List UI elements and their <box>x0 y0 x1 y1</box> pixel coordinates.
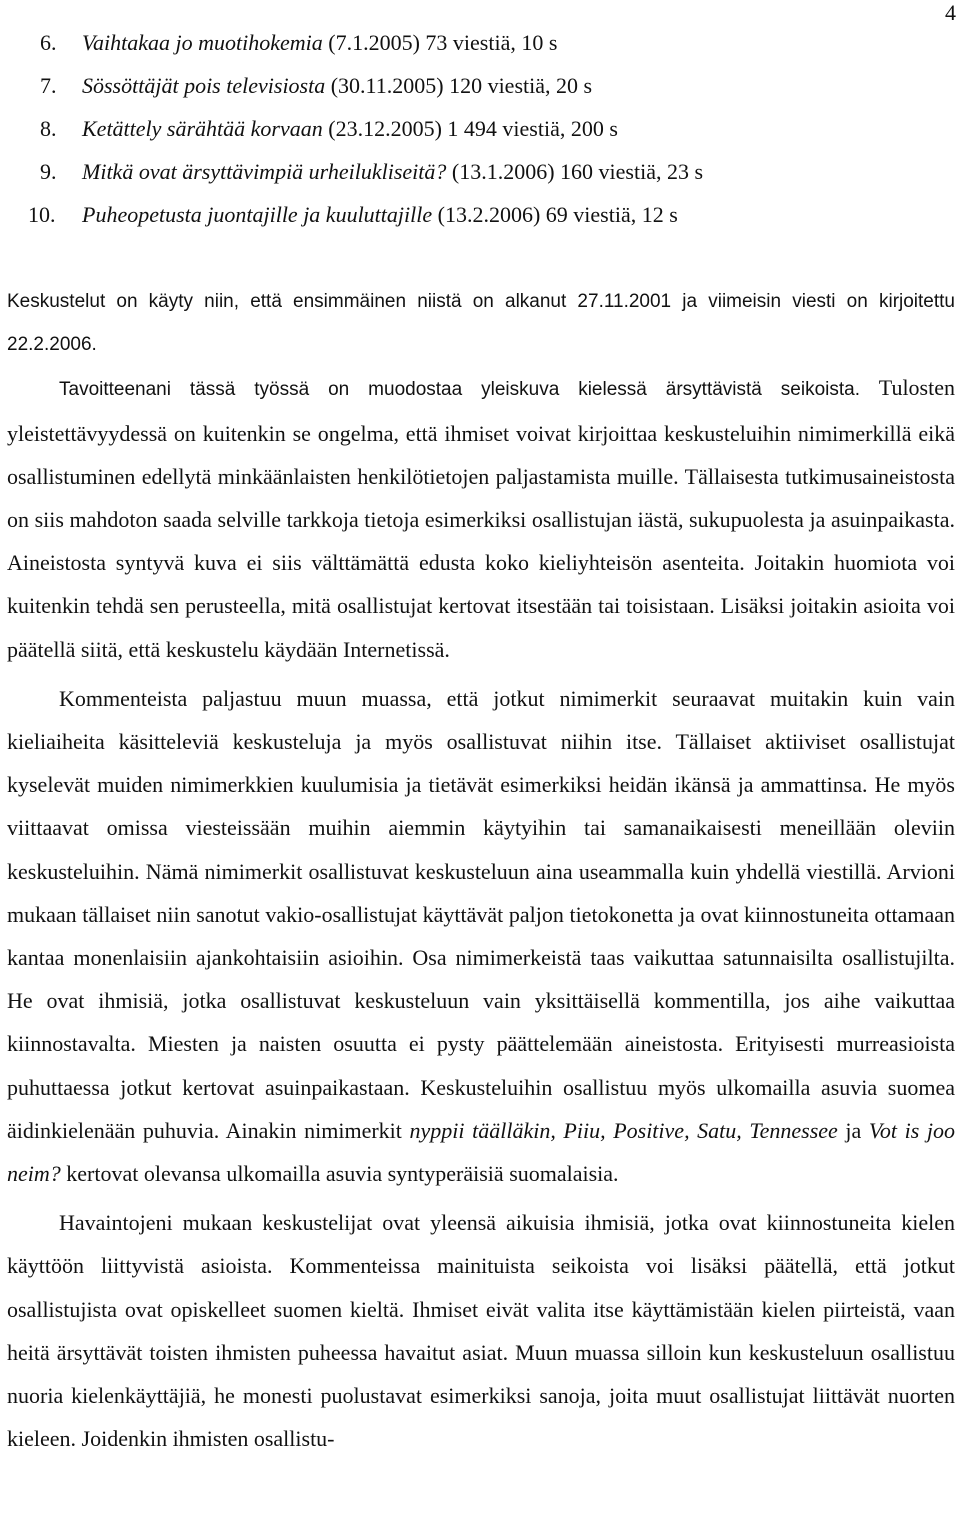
list-item-body <box>82 73 592 99</box>
paragraph-date-range: Keskustelut on käyty niin, että ensimmäinen niistä on alkanut 27.11.2001 ja viimeisin viesti on kirjoitettu 22.2.2006. <box>7 291 955 356</box>
paragraph-participants <box>7 677 955 1195</box>
list-item-details: (7.1.2005) 73 viestiä, 10 s <box>322 30 558 55</box>
thread-list <box>0 30 960 245</box>
list-item-details: (13.2.2006) 69 viestiä, 12 s <box>432 202 678 227</box>
list-item <box>0 159 960 202</box>
list-item <box>0 116 960 159</box>
list-item-number: 7. <box>40 73 57 98</box>
list-item-title: Ketättely särähtää korvaan <box>82 116 323 141</box>
list-item <box>0 202 960 245</box>
list-item-number: 9. <box>40 159 57 184</box>
list-item-body <box>82 116 618 142</box>
list-item-body <box>82 202 678 228</box>
page-number: 4 <box>945 0 956 25</box>
list-item-details: (13.1.2006) 160 viestiä, 23 s <box>446 159 704 184</box>
paragraph-goal-lead: Tavoitteenani tässä työssä on muodostaa yleiskuva kielessä ärsyttävistä seikoista. <box>59 379 861 401</box>
list-item-number: 10. <box>28 202 56 227</box>
list-item-body <box>82 30 557 56</box>
paragraph-goal <box>7 366 955 670</box>
list-item-title: Vaihtakaa jo muotihokemia <box>82 30 323 55</box>
paragraph-goal-body: Tulosten yleistettävyydessä on kuitenkin se ongelma, että ihmiset voivat kirjoittaa keskusteluihin nimimerkillä eikä osallistuminen edellytä minkäänlaisten henkilötietojen paljastamista muille. Tällaisesta tutkimusaineistosta on siis mahdoton saada selville tarkkoja tietoja esimerkiksi osallistujan iästä, sukupuolesta ja asuinpaikasta. Aineistosta syntyvä kuva ei siis välttämättä edusta koko kieliyhteisön asenteita. Joitakin huomiota voi kuitenkin tehdä sen perusteella, mitä osallistujat kertovat itsestään tai toisistaan. Lisäksi joitakin asioita voi päätellä siitä, että keskustelu käydään Internetissä. <box>7 375 955 662</box>
list-item-title: Mitkä ovat ärsyttävimpiä urheilukliseitä? <box>82 159 447 184</box>
list-item-number: 6. <box>40 30 57 55</box>
list-item <box>0 30 960 73</box>
paragraph-participants-end: kertovat olevansa ulkomailla asuvia syntyperäisiä suomalaisia. <box>60 1161 619 1187</box>
list-item-details: (30.11.2005) 120 viestiä, 20 s <box>325 73 593 98</box>
list-item-details: (23.12.2005) 1 494 viestiä, 200 s <box>322 116 618 141</box>
nickname-list: nyppii täälläkin, Piiu, Positive, Satu, Tennessee <box>409 1117 838 1143</box>
nickname: Vot is joo neim? <box>7 1117 956 1187</box>
paragraph-participants-body: Kommenteista paljastuu muun muassa, että jotkut nimimerkit seuraavat muitakin kuin vain kieliaiheita käsitteleviä keskusteluja ja myös osallistuvat niihin itse. Tällaiset aktiiviset osallistujat kyselevät muiden nimimerkkien kuulumisia ja tietävät esimerkiksi heidän ikänsä ja ammattinsa. He myös viittaavat omissa viesteissään muihin aiemmin käytyihin tai samanaikaisesti meneillään oleviin keskusteluihin. Nämä nimimerkit osallistuvat keskusteluun aina useammalla kuin yhdellä viestillä. Arvioni mukaan tällaiset niin sanotut vakio-osallistujat käyttävät paljon tietokonetta ja ovat kiinnostuneita ottamaan kantaa monenlaisiin ajankohtaisiin asioihin. Osa nimimerkeistä taas vaikuttaa satunnaisilta osallistujilta. He ovat ihmisiä, jotka osallistuvat keskusteluun vain yksittäisellä kommentilla, jos aihe vaikuttaa kiinnostavalta. Miesten ja naisten osuutta ei pysty päättelemään aineistosta. Erityisesti murreasioista puhuttaessa jotkut kertovat asuinpaikastaan. Keskusteluihin osallistuu myös ulkomailla asuvia suomea äidinkielenään puhuvia. Ainakin nimimerkit <box>7 685 955 1143</box>
paragraph-observations: Havaintojeni mukaan keskustelijat ovat yleensä aikuisia ihmisiä, jotka ovat kiinnostuneita kielen käyttöön liittyvistä asioista. Kommenteissa mainituista seikoista voi lisäksi päätellä, että jotkut osallistujista ovat opiskelleet suomen kieltä. Ihmiset eivät valita itse käyttämistään kielen piirteistä, vaan heitä ärsyttävät toisten ihmisten puheessa havaitut asiat. Muun muassa silloin kun keskusteluun osallistuu nuoria kielenkäyttäjiä, he monesti puolustavat esimerkiksi sanoja, joita muut osallistujat liittävät nuorten kieleen. Joidenkin ihmisten osallistu- <box>7 1210 955 1452</box>
list-item <box>0 73 960 116</box>
list-item-body <box>82 159 703 185</box>
list-item-title: Sössöttäjät pois televisiosta <box>82 73 326 98</box>
list-item-number: 8. <box>40 116 57 141</box>
conjunction: ja <box>837 1117 869 1143</box>
body-text <box>7 280 955 1460</box>
list-item-title: Puheopetusta juontajille ja kuuluttajille <box>82 202 433 227</box>
